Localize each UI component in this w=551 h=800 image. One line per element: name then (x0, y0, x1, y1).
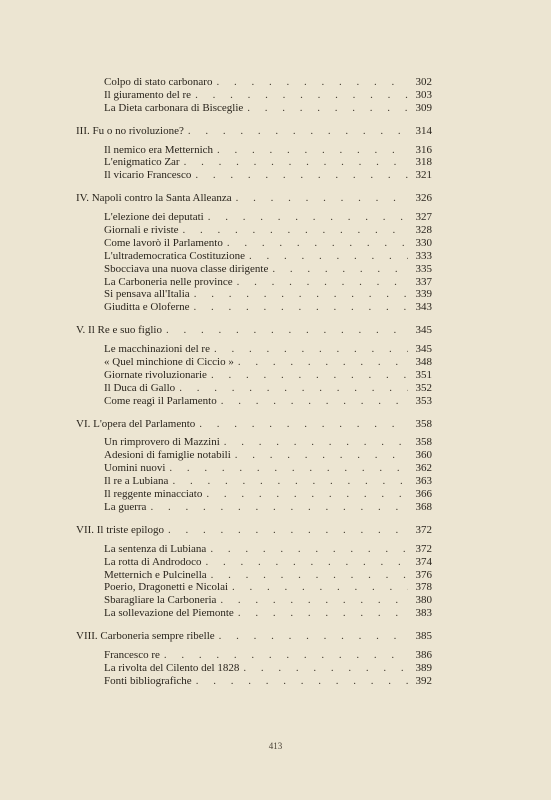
toc-entry (76, 382, 432, 395)
entry-page-number: 318 (415, 156, 432, 169)
toc-section (76, 324, 432, 407)
entry-title: Si pensava all'Italia (104, 288, 190, 301)
entry-title: Giuditta e Oloferne (104, 301, 190, 314)
entry-page-number: 303 (415, 88, 432, 101)
chapter-heading (76, 192, 432, 205)
dot-leader (199, 418, 408, 431)
toc-entry (76, 543, 432, 556)
entry-title: Fonti bibliografiche (104, 674, 192, 687)
toc-entry (76, 556, 432, 569)
entry-title: L'enigmatico Zar (104, 156, 180, 169)
dot-leader (272, 263, 408, 276)
entry-page-number: 335 (415, 262, 432, 275)
entry-title: Il re a Lubiana (104, 475, 169, 488)
entry-page-number: 380 (415, 594, 432, 607)
entry-page-number: 383 (415, 607, 432, 620)
entry-page-number: 353 (415, 394, 432, 407)
dot-leader (164, 649, 408, 662)
entry-title: Uomini nuovi (104, 462, 166, 475)
entry-title: Un rimprovero di Mazzini (104, 436, 220, 449)
entry-page-number: 385 (415, 630, 432, 643)
toc-entry (76, 662, 432, 675)
dot-leader (224, 436, 408, 449)
entry-title: Adesioni di famiglie notabili (104, 449, 231, 462)
toc-entry (76, 569, 432, 582)
entry-page-number: 316 (415, 143, 432, 156)
dot-leader (216, 76, 408, 89)
chapter-heading (76, 524, 432, 537)
toc-entry (76, 211, 432, 224)
entry-page-number: 330 (415, 236, 432, 249)
dot-leader (247, 102, 408, 115)
entry-page-number: 392 (415, 674, 432, 687)
entry-title: Francesco re (104, 648, 160, 661)
entry-page-number: 309 (415, 101, 432, 114)
chapter-heading (76, 630, 432, 643)
entry-page-number: 363 (415, 475, 432, 488)
entry-title: La Dieta carbonara di Bisceglie (104, 101, 244, 114)
dot-leader (208, 211, 408, 224)
dot-leader (235, 449, 408, 462)
entry-title: La guerra (104, 500, 147, 513)
entry-page-number: 372 (415, 542, 432, 555)
entry-page-number: 327 (415, 211, 432, 224)
toc-entry (76, 488, 432, 501)
entry-page-number: 314 (415, 124, 432, 137)
entry-title: Poerio, Dragonetti e Nicolai (104, 581, 229, 594)
toc-entry (76, 436, 432, 449)
entry-title: VIII. Carboneria sempre ribelle (76, 630, 215, 643)
entry-page-number: 345 (415, 324, 432, 337)
toc-entry (76, 649, 432, 662)
entry-page-number: 345 (415, 343, 432, 356)
dot-leader (238, 607, 408, 620)
dot-leader (232, 581, 408, 594)
dot-leader (169, 462, 408, 475)
entry-title: Come lavorò il Parlamento (104, 236, 223, 249)
toc-section (76, 125, 432, 183)
toc-entry (76, 462, 432, 475)
page-number: 413 (268, 741, 283, 751)
toc-section (76, 524, 432, 620)
entry-title: Giornali e riviste (104, 224, 179, 237)
toc-entry (76, 224, 432, 237)
entry-page-number: 358 (415, 417, 432, 430)
entry-title: Il nemico era Metternich (104, 143, 214, 156)
dot-leader (188, 125, 408, 138)
entry-title: Le macchinazioni del re (104, 343, 210, 356)
toc-section (76, 76, 432, 115)
toc-entry (76, 369, 432, 382)
toc-entry (76, 675, 432, 688)
dot-leader (219, 630, 408, 643)
dot-leader (236, 192, 408, 205)
toc-entry (76, 169, 432, 182)
entry-title: L'elezione dei deputati (104, 211, 204, 224)
toc-entry (76, 301, 432, 314)
dot-leader (194, 288, 408, 301)
entry-page-number: 376 (415, 568, 432, 581)
entry-page-number: 372 (415, 523, 432, 536)
toc-entry (76, 449, 432, 462)
dot-leader (210, 543, 408, 556)
toc-entry (76, 89, 432, 102)
chapter-heading (76, 324, 432, 337)
toc-section (76, 192, 432, 314)
entry-title: IV. Napoli contro la Santa Alleanza (76, 192, 232, 205)
entry-title: Sbocciava una nuova classe dirigente (104, 262, 269, 275)
entry-title: La rivolta del Cilento del 1828 (104, 661, 240, 674)
entry-page-number: 326 (415, 192, 432, 205)
entry-page-number: 337 (415, 275, 432, 288)
entry-page-number: 389 (415, 661, 432, 674)
entry-page-number: 362 (415, 462, 432, 475)
entry-page-number: 360 (415, 449, 432, 462)
entry-title: V. Il Re e suo figlio (76, 324, 162, 337)
toc-entry (76, 250, 432, 263)
toc-entry (76, 263, 432, 276)
toc-entry (76, 343, 432, 356)
entry-page-number: 321 (415, 169, 432, 182)
dot-leader (179, 382, 408, 395)
dot-leader (184, 156, 408, 169)
toc-entry (76, 237, 432, 250)
dot-leader (150, 501, 408, 514)
toc-entry (76, 356, 432, 369)
entry-page-number: 378 (415, 581, 432, 594)
entry-page-number: 328 (415, 224, 432, 237)
toc-entry (76, 276, 432, 289)
toc-entry (76, 395, 432, 408)
dot-leader (194, 301, 408, 314)
entry-title: Come reagì il Parlamento (104, 394, 217, 407)
entry-title: La rotta di Androdoco (104, 555, 202, 568)
dot-leader (243, 662, 408, 675)
dot-leader (211, 369, 408, 382)
chapter-heading (76, 125, 432, 138)
entry-page-number: 386 (415, 648, 432, 661)
toc-entry (76, 475, 432, 488)
entry-title: « Quel minchione di Ciccio » (104, 356, 234, 369)
dot-leader (220, 594, 408, 607)
entry-title: Il giuramento del re (104, 88, 192, 101)
entry-page-number: 352 (415, 381, 432, 394)
dot-leader (249, 250, 408, 263)
entry-title: Il vicario Francesco (104, 169, 192, 182)
entry-title: La Carboneria nelle province (104, 275, 233, 288)
dot-leader (227, 237, 408, 250)
entry-page-number: 351 (415, 368, 432, 381)
entry-title: La sentenza di Lubiana (104, 542, 207, 555)
table-of-contents (76, 76, 432, 698)
entry-title: Giornate rivoluzionarie (104, 368, 207, 381)
toc-entry (76, 76, 432, 89)
chapter-heading (76, 418, 432, 431)
entry-title: L'ultrademocratica Costituzione (104, 249, 245, 262)
dot-leader (195, 169, 408, 182)
entry-page-number: 339 (415, 288, 432, 301)
dot-leader (211, 569, 408, 582)
entry-title: III. Fu o no rivoluzione? (76, 124, 184, 137)
entry-title: Metternich e Pulcinella (104, 568, 207, 581)
dot-leader (206, 488, 408, 501)
entry-title: VII. Il triste epilogo (76, 523, 164, 536)
entry-title: VI. L'opera del Parlamento (76, 417, 196, 430)
toc-entry (76, 144, 432, 157)
toc-entry (76, 607, 432, 620)
entry-page-number: 366 (415, 488, 432, 501)
dot-leader (166, 324, 408, 337)
entry-page-number: 368 (415, 500, 432, 513)
dot-leader (195, 89, 408, 102)
dot-leader (183, 224, 408, 237)
dot-leader (214, 343, 408, 356)
entry-title: Il Duca di Gallo (104, 381, 176, 394)
entry-page-number: 302 (415, 76, 432, 88)
dot-leader (221, 395, 408, 408)
entry-title: La sollevazione del Piemonte (104, 607, 234, 620)
toc-entry (76, 156, 432, 169)
dot-leader (237, 276, 408, 289)
toc-entry (76, 501, 432, 514)
entry-title: Sbaragliare la Carboneria (104, 594, 217, 607)
toc-entry (76, 288, 432, 301)
toc-entry (76, 581, 432, 594)
entry-page-number: 333 (415, 249, 432, 262)
entry-title: Il reggente minacciato (104, 488, 203, 501)
dot-leader (238, 356, 408, 369)
toc-entry (76, 594, 432, 607)
entry-page-number: 348 (415, 356, 432, 369)
entry-page-number: 343 (415, 301, 432, 314)
entry-title: Colpo di stato carbonaro (104, 76, 213, 88)
toc-entry (76, 102, 432, 115)
dot-leader (196, 675, 408, 688)
toc-section (76, 630, 432, 688)
dot-leader (168, 524, 408, 537)
dot-leader (205, 556, 408, 569)
dot-leader (172, 475, 408, 488)
toc-section (76, 418, 432, 514)
entry-page-number: 374 (415, 555, 432, 568)
dot-leader (217, 144, 408, 157)
entry-page-number: 358 (415, 436, 432, 449)
